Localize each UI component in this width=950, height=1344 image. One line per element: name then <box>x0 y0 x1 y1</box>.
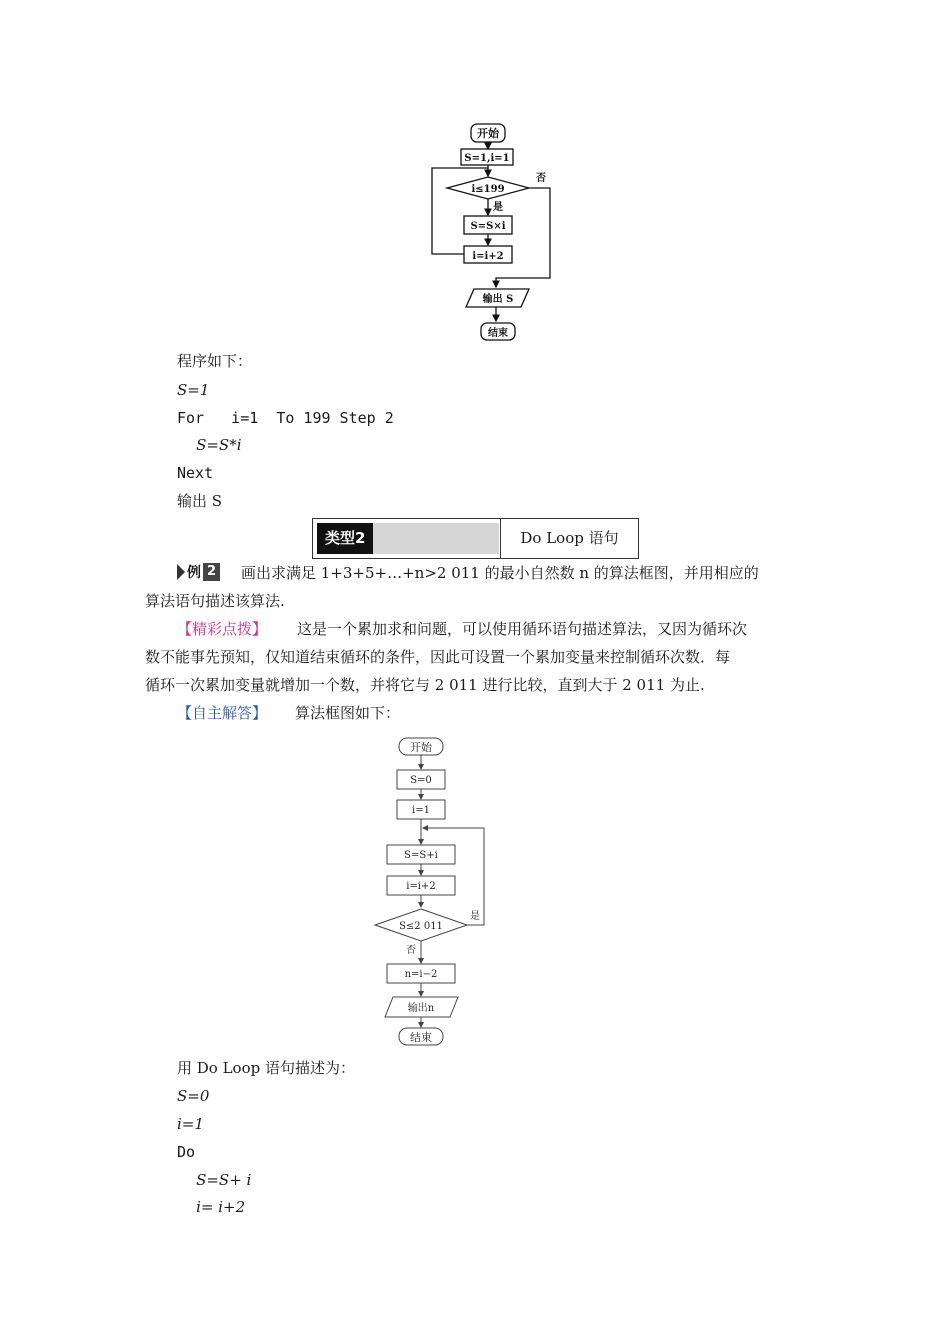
example-number: 2 <box>203 563 220 581</box>
fc2-i-init-text: i=1 <box>412 805 430 816</box>
program2-line: S=0 <box>177 1087 210 1105</box>
program2-intro: 用 Do Loop 语句描述为： <box>177 1059 355 1077</box>
program2-line: i=1 <box>177 1115 204 1133</box>
program1-line: For i=1 To 199 Step 2 <box>177 409 394 427</box>
fc2-start-text: 开始 <box>410 741 432 754</box>
hint-text-line2: 数不能事先预知，仅知道结束循环的条件，因此可设置一个累加变量来控制循环次数．每 <box>145 648 731 666</box>
fc1-end-text: 结束 <box>488 328 508 339</box>
program2-line: Do <box>177 1143 196 1161</box>
fc2-condition-text: S≤2 011 <box>399 921 443 932</box>
hint-text-line1: 这是一个累加求和问题，可以使用循环语句描述算法，又因为循环次 <box>297 620 748 638</box>
program1-line: S=S*i <box>177 436 242 454</box>
fc2-output-text: 输出n <box>407 1003 435 1014</box>
hint-text-line3: 循环一次累加变量就增加一个数，并将它与 2 011 进行比较，直到大于 2 011 为止. <box>145 676 705 694</box>
example-text-line2: 算法语句描述该算法. <box>145 592 285 610</box>
fc1-condition-text: i≤199 <box>471 184 505 195</box>
fc1-output-text: 输出 S <box>482 294 514 305</box>
fc2-yes-text: 是 <box>470 911 480 922</box>
fc1-yes-text: 是 <box>493 202 503 213</box>
program1-line: 输出 S <box>177 492 223 510</box>
program1-line: Next <box>177 464 214 482</box>
fc1-body1-text: S=S×i <box>470 221 506 232</box>
fc2-no-text: 否 <box>406 945 416 956</box>
flowchart-do-loop <box>366 732 496 1050</box>
fc2-body2-text: i=i+2 <box>406 881 436 892</box>
fc1-init-text: S=1,i=1 <box>464 153 510 164</box>
program1-intro: 程序如下： <box>177 352 253 370</box>
program2-line: i= i+2 <box>177 1198 246 1216</box>
fc2-assign-text: n=i−2 <box>404 969 438 980</box>
type-header-shade <box>369 523 499 554</box>
example-text-line1: 画出求满足 1+3+5+…+n>2 011 的最小自然数 n 的算法框图，并用相应的 <box>241 564 759 582</box>
fc1-start-text: 开始 <box>477 127 499 140</box>
solution-text: 算法框图如下： <box>295 704 401 722</box>
fc1-no-text: 否 <box>536 173 546 184</box>
example-arrow-icon <box>177 564 185 580</box>
program2-line: S=S+ i <box>177 1171 252 1189</box>
type-label: 类型2 <box>317 523 373 554</box>
type-header <box>312 518 639 559</box>
example-badge <box>177 562 220 582</box>
flowchart-for-loop <box>420 118 570 346</box>
fc2-s-init-text: S=0 <box>410 775 432 786</box>
program1-line: S=1 <box>177 381 210 399</box>
hint-label: 【精彩点拨】 <box>177 620 268 638</box>
solution-label: 【自主解答】 <box>177 704 268 722</box>
fc2-body1-text: S=S+i <box>404 850 438 861</box>
example-badge-label: 例 <box>187 565 201 581</box>
fc1-body2-text: i=i+2 <box>472 251 504 262</box>
fc2-end-text: 结束 <box>410 1031 432 1044</box>
type-title: Do Loop 语句 <box>520 529 619 547</box>
